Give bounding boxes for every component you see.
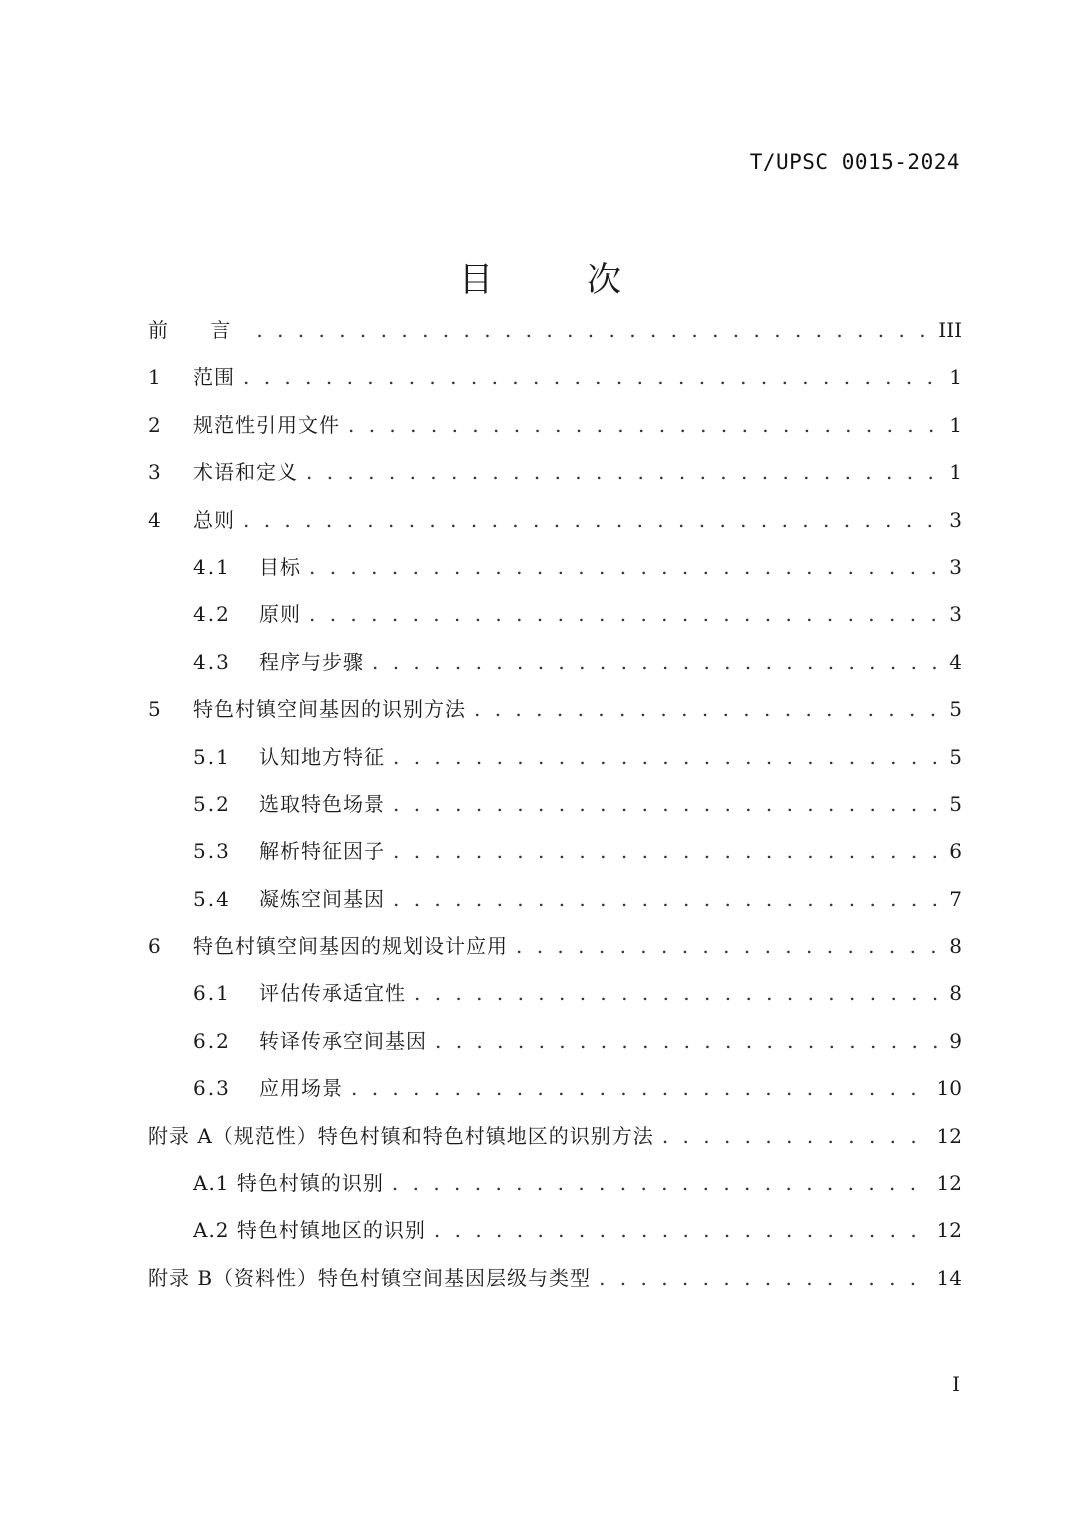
toc-entry-label: 范围 [193, 365, 235, 390]
toc-entry-label: 附录 B（资料性）特色村镇空间基因层级与类型 [148, 1265, 592, 1290]
toc-entry-label: 应用场景 [259, 1076, 343, 1101]
toc-entry-page: 5 [949, 697, 962, 722]
toc-entry-page: 4 [949, 649, 962, 674]
toc-entry-label: 评估传承适宜性 [259, 981, 406, 1006]
page-number: I [952, 1372, 960, 1396]
toc-leader-dots [309, 544, 940, 591]
toc-entry-page: 1 [949, 412, 962, 437]
toc-entry[interactable] [148, 1160, 962, 1207]
toc-entry-page: 12 [936, 1123, 962, 1148]
toc-entry-page: 6 [949, 839, 962, 864]
toc-entry[interactable] [148, 544, 962, 591]
toc-entry-label: 总则 [193, 507, 235, 532]
toc-entry-number: 6.3 [193, 1076, 231, 1101]
toc-entry[interactable] [148, 497, 962, 544]
toc-entry-page: 12 [936, 1218, 962, 1243]
toc-entry-number: 5 [148, 697, 161, 722]
toc-entry-label: 选取特色场景 [259, 791, 385, 816]
toc-entry-number: 4.1 [193, 554, 231, 579]
toc-entry-label: A.1 特色村镇的识别 [193, 1171, 384, 1196]
toc-entry[interactable] [148, 876, 962, 923]
toc-entry-number: 2 [148, 412, 161, 437]
toc-leader-dots [599, 1255, 928, 1302]
toc-entry-page: 9 [949, 1028, 962, 1053]
toc-entry-page: 10 [936, 1076, 962, 1101]
toc-leader-dots [435, 1018, 940, 1065]
toc-leader-dots [306, 449, 940, 496]
toc-entry-page: 1 [949, 365, 962, 390]
toc-leader-dots [392, 1160, 929, 1207]
toc-entry-label: 目标 [259, 554, 301, 579]
toc-entry-label: 前 言 [148, 318, 249, 342]
toc-entry-page: 7 [949, 886, 962, 911]
toc-entry[interactable] [148, 639, 962, 686]
toc-entry[interactable] [148, 1207, 962, 1254]
toc-entry-label: 原则 [259, 602, 301, 627]
toc-entry-page: 5 [949, 791, 962, 816]
toc-entry-label: 规范性引用文件 [193, 412, 340, 437]
toc-entry[interactable] [148, 354, 962, 401]
toc-leader-dots [348, 402, 940, 449]
toc-leader-dots [434, 1207, 929, 1254]
toc-title: 目 次 [459, 260, 651, 300]
toc-entry[interactable] [148, 307, 962, 354]
toc-leader-dots [393, 781, 940, 828]
toc-leader-dots [309, 591, 940, 638]
standard-code: T/UPSC 0015-2024 [749, 150, 960, 174]
toc-entry-page: 3 [949, 507, 962, 532]
toc-entry[interactable] [148, 970, 962, 1017]
toc-entry[interactable] [148, 686, 962, 733]
toc-entry-page: III [938, 318, 962, 342]
toc-entry-number: 4.2 [193, 602, 231, 627]
toc-entry-label: 解析特征因子 [259, 839, 385, 864]
toc-leader-dots [662, 1113, 929, 1160]
toc-entry[interactable] [148, 923, 962, 970]
toc-leader-dots [372, 639, 940, 686]
toc-leader-dots [351, 1065, 929, 1112]
toc-entry[interactable] [148, 449, 962, 496]
toc-entry[interactable] [148, 1018, 962, 1065]
toc-entry[interactable] [148, 734, 962, 781]
toc-entry-page: 3 [949, 602, 962, 627]
toc-entry-number: 4 [148, 507, 161, 532]
toc-entry-label: 特色村镇空间基因的识别方法 [193, 697, 466, 722]
toc-entry-page: 14 [936, 1265, 962, 1290]
toc-entry[interactable] [148, 402, 962, 449]
toc-entry[interactable] [148, 1255, 962, 1302]
toc-entry-label: A.2 特色村镇地区的识别 [193, 1218, 426, 1243]
toc-entry-number: 6 [148, 934, 161, 959]
toc-entry[interactable] [148, 781, 962, 828]
toc-leader-dots [243, 354, 940, 401]
toc-entry-label: 认知地方特征 [259, 744, 385, 769]
toc-leader-dots [516, 923, 940, 970]
toc-entry-label: 术语和定义 [193, 460, 298, 485]
toc-entry-number: 6.2 [193, 1028, 231, 1053]
toc-entry[interactable] [148, 1113, 962, 1160]
toc-leader-dots [393, 828, 940, 875]
toc-entry-label: 程序与步骤 [259, 649, 364, 674]
toc-leader-dots [414, 970, 940, 1017]
toc-leader-dots [474, 686, 940, 733]
toc-leader-dots [393, 876, 940, 923]
toc-entry-number: 1 [148, 365, 161, 390]
toc-entry-number: 5.3 [193, 839, 231, 864]
toc-entry-page: 8 [949, 981, 962, 1006]
toc-entry[interactable] [148, 1065, 962, 1112]
table-of-contents [148, 307, 962, 1302]
toc-leader-dots [243, 497, 940, 544]
toc-entry-number: 6.1 [193, 981, 231, 1006]
toc-entry-page: 12 [936, 1171, 962, 1196]
toc-entry-number: 4.3 [193, 649, 231, 674]
toc-leader-dots [256, 307, 930, 354]
toc-entry-label: 特色村镇空间基因的规划设计应用 [193, 934, 508, 959]
toc-entry-page: 5 [949, 744, 962, 769]
toc-entry-page: 3 [949, 554, 962, 579]
toc-entry-number: 5.1 [193, 744, 231, 769]
toc-entry[interactable] [148, 591, 962, 638]
toc-entry-label: 附录 A（规范性）特色村镇和特色村镇地区的识别方法 [148, 1123, 654, 1148]
toc-entry-label: 转译传承空间基因 [259, 1028, 427, 1053]
toc-entry[interactable] [148, 828, 962, 875]
toc-entry-number: 5.4 [193, 886, 231, 911]
toc-entry-number: 5.2 [193, 791, 231, 816]
toc-entry-page: 1 [949, 460, 962, 485]
toc-leader-dots [393, 734, 940, 781]
toc-entry-page: 8 [949, 934, 962, 959]
toc-entry-label: 凝炼空间基因 [259, 886, 385, 911]
toc-entry-number: 3 [148, 460, 161, 485]
